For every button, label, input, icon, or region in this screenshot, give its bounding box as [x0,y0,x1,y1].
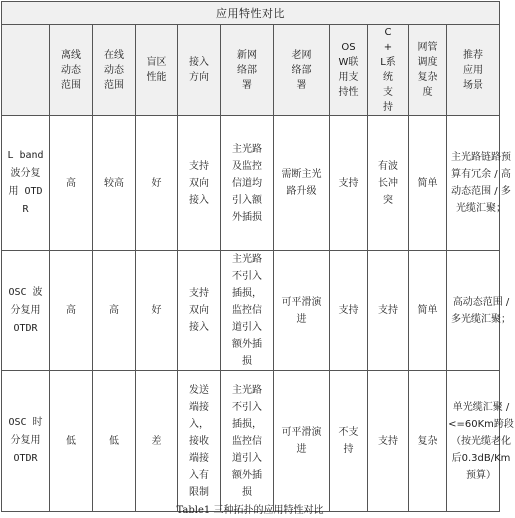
table-title: 应用特性对比 [2,2,500,25]
table-cell: 支持 [330,116,368,251]
header-cell-blind-zone: 盲区性能 [136,25,178,116]
table-cell: 简单 [409,251,447,371]
row-label: L band 波分复用 OTDR [2,116,50,251]
table-cell: 好 [136,251,178,371]
table-row [2,251,500,371]
table-cell: 单光缆汇聚 / <=60Km跨段（按光缆老化后0.3dB/Km预算） [447,371,500,512]
table-cell: 支持 [368,371,409,512]
header-cell-corner [2,25,50,116]
row-label: OSC 波分复用 OTDR [2,251,50,371]
table-cell: 差 [136,371,178,512]
table-cell: 高 [93,251,136,371]
table-row [2,116,500,251]
table-cell: 不支持 [330,371,368,512]
table-cell: 主光路链路预算有冗余 / 高动态范围 / 多光缆汇聚； [447,116,500,251]
table-caption: Table1 三种拓扑的应用特性对比 [176,505,324,516]
table-row [2,371,500,512]
comparison-table [1,1,514,512]
header-cell-offline-range: 离线动态范围 [50,25,93,116]
header-cell-nms-complexity: 网管调度复杂度 [409,25,447,116]
table-cell: 复杂 [409,371,447,512]
table-cell: 发送端接入，接收端接入有限制 [178,371,221,512]
header-row [2,25,500,116]
table-cell: 主光路不引入插损，监控信道引入额外插损 [221,251,274,371]
table-cell: 好 [136,116,178,251]
row-label: OSC 时分复用 OTDR [2,371,50,512]
table-cell: 支持 [368,251,409,371]
header-cell-access-direction: 接入方向 [178,25,221,116]
table-cell: 有波长冲突 [368,116,409,251]
header-cell-osw-support: OSW联用支持性 [330,25,368,116]
table-cell: 高 [50,251,93,371]
table-cell: 可平滑演进 [274,251,330,371]
table-cell: 主光路及监控信道均引入额外插损 [221,116,274,251]
table-cell: 支持双向接入 [178,251,221,371]
table-cell: 需断主光路升级 [274,116,330,251]
header-cell-old-network: 老网络部署 [274,25,330,116]
header-cell-new-network: 新网络部署 [221,25,274,116]
table-cell: 高动态范围 / 多光缆汇聚； [447,251,500,371]
header-cell-scenario: 推荐应用场景 [447,25,500,116]
header-cell-online-range: 在线动态范围 [93,25,136,116]
header-cell-cl-support: C + L系统支持 [368,25,409,116]
table-cell: 支持双向接入 [178,116,221,251]
table-cell: 低 [93,371,136,512]
table-cell: 较高 [93,116,136,251]
table-cell: 低 [50,371,93,512]
table-cell: 高 [50,116,93,251]
table-cell: 可平滑演进 [274,371,330,512]
table-cell: 主光路不引入插损，监控信道引入额外插损 [221,371,274,512]
table-cell: 简单 [409,116,447,251]
table-cell: 支持 [330,251,368,371]
